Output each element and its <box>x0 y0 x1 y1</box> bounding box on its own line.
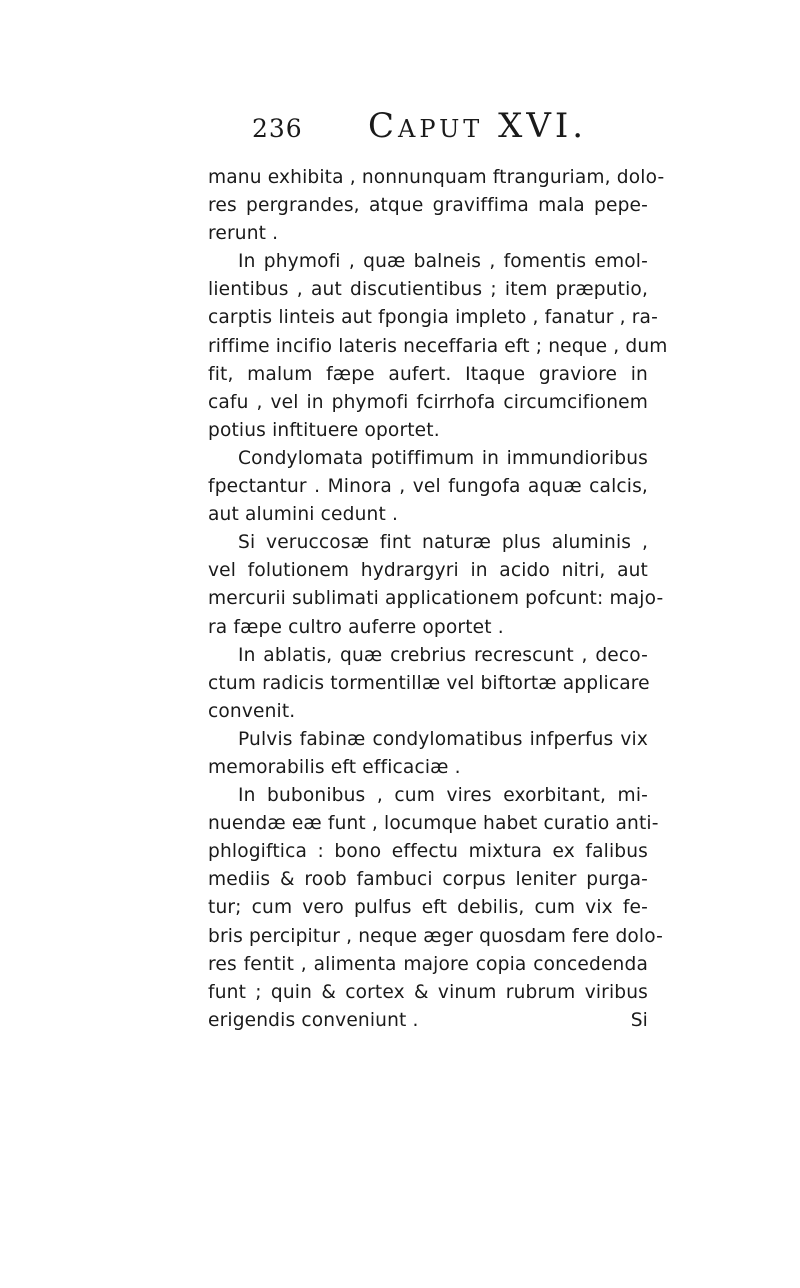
text-line <box>208 979 648 1007</box>
text-line-content: lientibus , aut discutientibus ; item præputio, <box>208 279 648 301</box>
page-number: 236 <box>252 114 303 143</box>
text-line-content: bris percipitur , neque æger quosdam fere dolo- <box>208 925 663 947</box>
text-line-content: Condylomata potiffimum in immundioribus <box>238 447 648 469</box>
text-line <box>208 361 648 389</box>
text-line <box>208 894 648 922</box>
text-line <box>208 585 664 613</box>
text-line <box>208 670 648 698</box>
text-line-content: In ablatis, quæ crebrius recrescunt , deco- <box>238 644 648 666</box>
text-line-content: Pulvis fabinæ condylomatibus infperfus vix <box>238 728 648 750</box>
text-line-content: fit, malum fæpe aufert. Itaque graviore in <box>208 363 648 385</box>
text-line-content: potius inftituere oportet. <box>208 419 440 441</box>
text-line-content: funt ; quin & cortex & vinum rubrum viribus <box>208 981 648 1003</box>
catchword: Si <box>630 1009 648 1031</box>
text-line-content: In bubonibus , cum vires exorbitant, mi- <box>238 785 648 807</box>
text-line-content: mercurii sublimati applicationem pofcunt: majo- <box>208 588 664 610</box>
text-line <box>208 557 648 585</box>
text-line-content: convenit. <box>208 700 296 722</box>
text-line <box>208 389 648 417</box>
text-line-content: tur; cum vero pulfus eft debilis, cum vix fe- <box>208 897 648 919</box>
text-line-content: res pergrandes, atque graviffima mala pepe- <box>208 195 648 217</box>
text-line-content: manu exhibita , nonnunquam ftranguriam, dolo- <box>208 167 665 188</box>
text-line <box>208 642 648 670</box>
body-text <box>208 164 668 1035</box>
text-line <box>208 698 648 726</box>
text-line-content: fpectantur . Minora , vel fungofa aquæ calcis, <box>208 476 648 498</box>
text-line-content: rerunt . <box>208 223 279 245</box>
text-line <box>208 529 648 557</box>
text-line <box>208 810 659 838</box>
text-line-content: ra fæpe cultro auferre oportet . <box>208 616 504 638</box>
text-line-content: cafu , vel in phymofi fcirrhofa circumcifionem <box>208 391 648 413</box>
text-line <box>208 333 668 361</box>
text-line-content: nuendæ eæ funt , locumque habet curatio anti- <box>208 813 659 835</box>
text-line <box>208 782 648 810</box>
text-line-content: memorabilis eft efficaciæ . <box>208 756 461 778</box>
text-line <box>208 838 648 866</box>
text-line-content: phlogiftica : bono effectu mixtura ex falibus <box>208 841 648 863</box>
text-line <box>208 951 648 979</box>
text-line-content: ctum radicis tormentillæ vel biftortæ applicare <box>208 672 650 694</box>
text-line <box>208 923 663 951</box>
text-line-content: erigendis conveniunt . <box>208 1009 419 1031</box>
text-line <box>208 866 648 894</box>
text-line <box>208 501 648 529</box>
text-line <box>208 276 648 304</box>
text-line-content: vel folutionem hydrargyri in acido nitri, aut <box>208 560 648 582</box>
text-line-content: mediis & roob fambuci corpus leniter purga- <box>208 869 648 891</box>
text-line <box>208 220 648 248</box>
text-line-content: Si veruccosæ fint naturæ plus aluminis , <box>238 532 648 554</box>
text-line <box>208 304 658 332</box>
text-line <box>208 417 648 445</box>
text-line <box>208 726 648 754</box>
text-line-content: riffime incifio lateris neceffaria eft ; neque , dum <box>208 335 668 357</box>
text-line <box>208 248 648 276</box>
text-line <box>208 473 648 501</box>
text-line <box>208 445 648 473</box>
text-line-content: res fentit , alimenta majore copia concedenda <box>208 953 648 975</box>
text-line <box>208 192 648 220</box>
running-head: Caput XVI. <box>368 106 588 146</box>
text-line-content: In phymofi , quæ balneis , fomentis emol- <box>238 251 648 273</box>
text-line <box>208 164 665 192</box>
text-line-content: carptis linteis aut fpongia impleto , fanatur , ra- <box>208 307 658 329</box>
page-header <box>252 100 612 148</box>
text-line <box>208 754 648 782</box>
text-line <box>208 1007 648 1035</box>
text-line <box>208 614 648 642</box>
text-line-content: aut alumini cedunt . <box>208 504 399 526</box>
